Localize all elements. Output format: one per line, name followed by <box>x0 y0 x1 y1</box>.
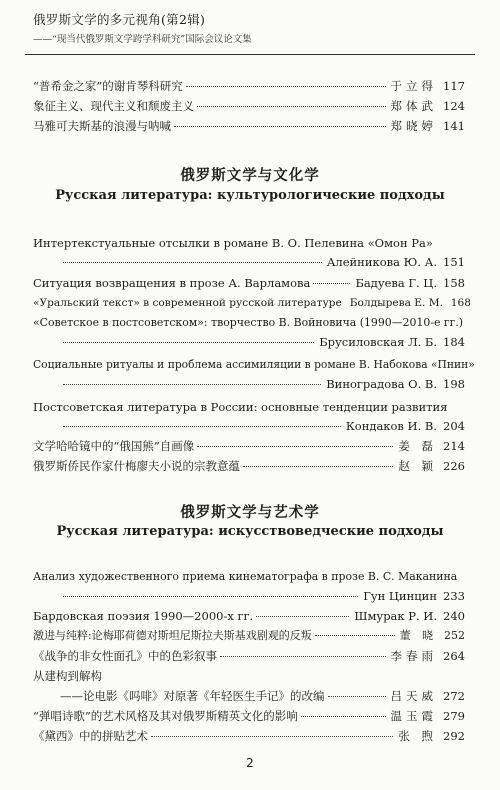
entry-title[interactable]: Социальные ритуалы и проблема ассимиляции в романе В. Набокова «Пнин» <box>33 358 475 371</box>
page-number: 2 <box>246 756 254 770</box>
dot-leader <box>186 85 386 87</box>
entry-author: 吕天威 <box>390 689 437 703</box>
entry-author: Виноградова О. В. <box>326 377 437 391</box>
toc-entry[interactable] <box>60 589 465 603</box>
dot-leader <box>328 695 386 697</box>
toc-entry[interactable] <box>33 296 471 310</box>
entry-author: 赵 颖 <box>398 459 437 473</box>
entry-author: Кондаков И. В. <box>345 419 437 433</box>
entry-author: 李春雨 <box>390 649 437 663</box>
dot-leader <box>197 105 386 107</box>
dot-leader <box>256 615 349 617</box>
entry-page: 151 <box>443 255 465 269</box>
toc-entry[interactable] <box>33 709 465 723</box>
entry-title[interactable]: Анализ художественного приема кинематографа в прозе В. С. Маканина <box>33 570 458 583</box>
entry-page: 198 <box>443 377 465 391</box>
entry-title: 《战争的非女性面孔》中的色彩叙事 <box>33 649 217 663</box>
toc-entry[interactable] <box>33 99 465 113</box>
toc-entry[interactable] <box>33 609 465 623</box>
entry-author: Гун Цинцин <box>363 589 437 603</box>
toc-entry[interactable] <box>60 689 465 703</box>
entry-title: “普希金之家”的谢肯琴科研究 <box>33 79 183 93</box>
entry-title: “弹唱诗歌”的艺术风格及其对俄罗斯精英文化的影响 <box>33 709 298 723</box>
entry-title: 马雅可夫斯基的浪漫与呐喊 <box>33 119 171 133</box>
toc-entry[interactable] <box>33 459 465 473</box>
entry-page: 272 <box>443 689 465 703</box>
dot-leader <box>63 595 358 597</box>
dot-leader <box>220 655 386 657</box>
entry-page: 226 <box>443 459 465 473</box>
entry-author: 温玉霞 <box>390 709 437 723</box>
book-subtitle: ——“现当代俄罗斯文学跨学科研究”国际会议论文集 <box>33 34 252 45</box>
dot-leader <box>197 445 393 447</box>
entry-page: 168 <box>450 297 471 309</box>
entry-author: Бадуева Г. Ц. <box>355 276 437 290</box>
entry-title[interactable]: 从建构到解构 <box>33 669 102 683</box>
book-title: 俄罗斯文学的多元视角(第2辑) <box>33 12 206 27</box>
dot-leader <box>63 383 321 385</box>
toc-entry[interactable] <box>33 119 465 133</box>
dot-leader <box>315 634 395 636</box>
toc-entry[interactable] <box>33 629 465 643</box>
entry-page: 240 <box>443 609 465 623</box>
toc-entry[interactable] <box>60 419 465 433</box>
entry-page: 252 <box>444 629 465 642</box>
toc-entry[interactable] <box>33 649 465 663</box>
entry-page: 117 <box>443 79 465 93</box>
dot-leader <box>63 425 341 427</box>
entry-page: 204 <box>443 419 465 433</box>
entry-author: Алейникова Ю. А. <box>326 255 437 269</box>
entry-title[interactable]: Интертекстуальные отсылки в романе В. О. Пелевина «Омон Ра» <box>33 236 433 250</box>
entry-page: 158 <box>443 276 465 290</box>
toc-entry[interactable] <box>60 377 465 391</box>
entry-page: 279 <box>443 709 465 723</box>
section-title-cn: 俄罗斯文学与艺术学 <box>180 504 320 521</box>
entry-page: 233 <box>443 589 465 603</box>
header-divider <box>25 54 475 55</box>
toc-entry[interactable] <box>33 79 465 93</box>
entry-author: 郑晓婷 <box>390 119 437 133</box>
entry-author: Брусиловская Л. Б. <box>319 335 437 349</box>
entry-page: 214 <box>443 439 465 453</box>
entry-title[interactable]: Постсоветская литература в России: основные тенденции развития <box>33 400 448 414</box>
toc-entry[interactable] <box>33 439 465 453</box>
entry-subtitle: ——论电影《吗啡》对原著《年轻医生手记》的改编 <box>60 689 325 703</box>
section-title-ru: Русская литература: искусствоведческие подходы <box>56 524 444 539</box>
entry-title: 象征主义、现代主义和颓废主义 <box>33 99 194 113</box>
entry-author: 张 煦 <box>398 729 437 743</box>
entry-title: Ситуация возвращения в прозе А. Варламова <box>33 276 311 290</box>
entry-title: 俄罗斯侨民作家什梅廖夫小说的宗教意蕴 <box>33 459 240 473</box>
dot-leader <box>63 261 322 263</box>
entry-page: 141 <box>443 119 465 133</box>
entry-author: Болдырева Е. М. <box>349 297 443 309</box>
entry-page: 264 <box>443 649 465 663</box>
dot-leader <box>313 282 350 284</box>
entry-page: 124 <box>443 99 465 113</box>
section-title-ru: Русская литература: культурологические подходы <box>55 188 445 203</box>
entry-title: Бардовская поэзия 1990—2000-х гг. <box>33 609 254 623</box>
entry-title: «Уральский текст» в современной русской литературе <box>33 297 342 309</box>
dot-leader <box>151 735 393 737</box>
entry-author: 姜 磊 <box>398 439 437 453</box>
entry-author: Шмурак Р. И. <box>354 609 437 623</box>
section-title-cn: 俄罗斯文学与文化学 <box>180 167 320 184</box>
dot-leader <box>174 125 386 127</box>
dot-leader <box>63 341 314 343</box>
entry-author: 郑体武 <box>390 99 437 113</box>
toc-entry[interactable] <box>60 335 465 349</box>
entry-author: 于立得 <box>390 79 437 93</box>
toc-entry[interactable] <box>33 276 465 290</box>
entry-title: 《黛西》中的拼贴艺术 <box>33 729 148 743</box>
entry-page: 184 <box>443 335 465 349</box>
entry-author: 董 晓 <box>399 629 437 642</box>
dot-leader <box>243 465 393 467</box>
entry-title[interactable]: «Советское в постсоветском»: творчество В. Войновича (1990—2010-е гг.) <box>33 316 464 329</box>
entry-title: 文学哈哈镜中的“俄国熊”自画像 <box>33 439 195 453</box>
dot-leader <box>301 715 386 717</box>
entry-page: 292 <box>443 729 465 743</box>
toc-entry[interactable] <box>33 729 465 743</box>
toc-entry[interactable] <box>60 255 465 269</box>
entry-title: 激进与纯粹:论梅耶荷德对斯坦尼斯拉夫斯基戏剧观的反叛 <box>33 629 312 642</box>
